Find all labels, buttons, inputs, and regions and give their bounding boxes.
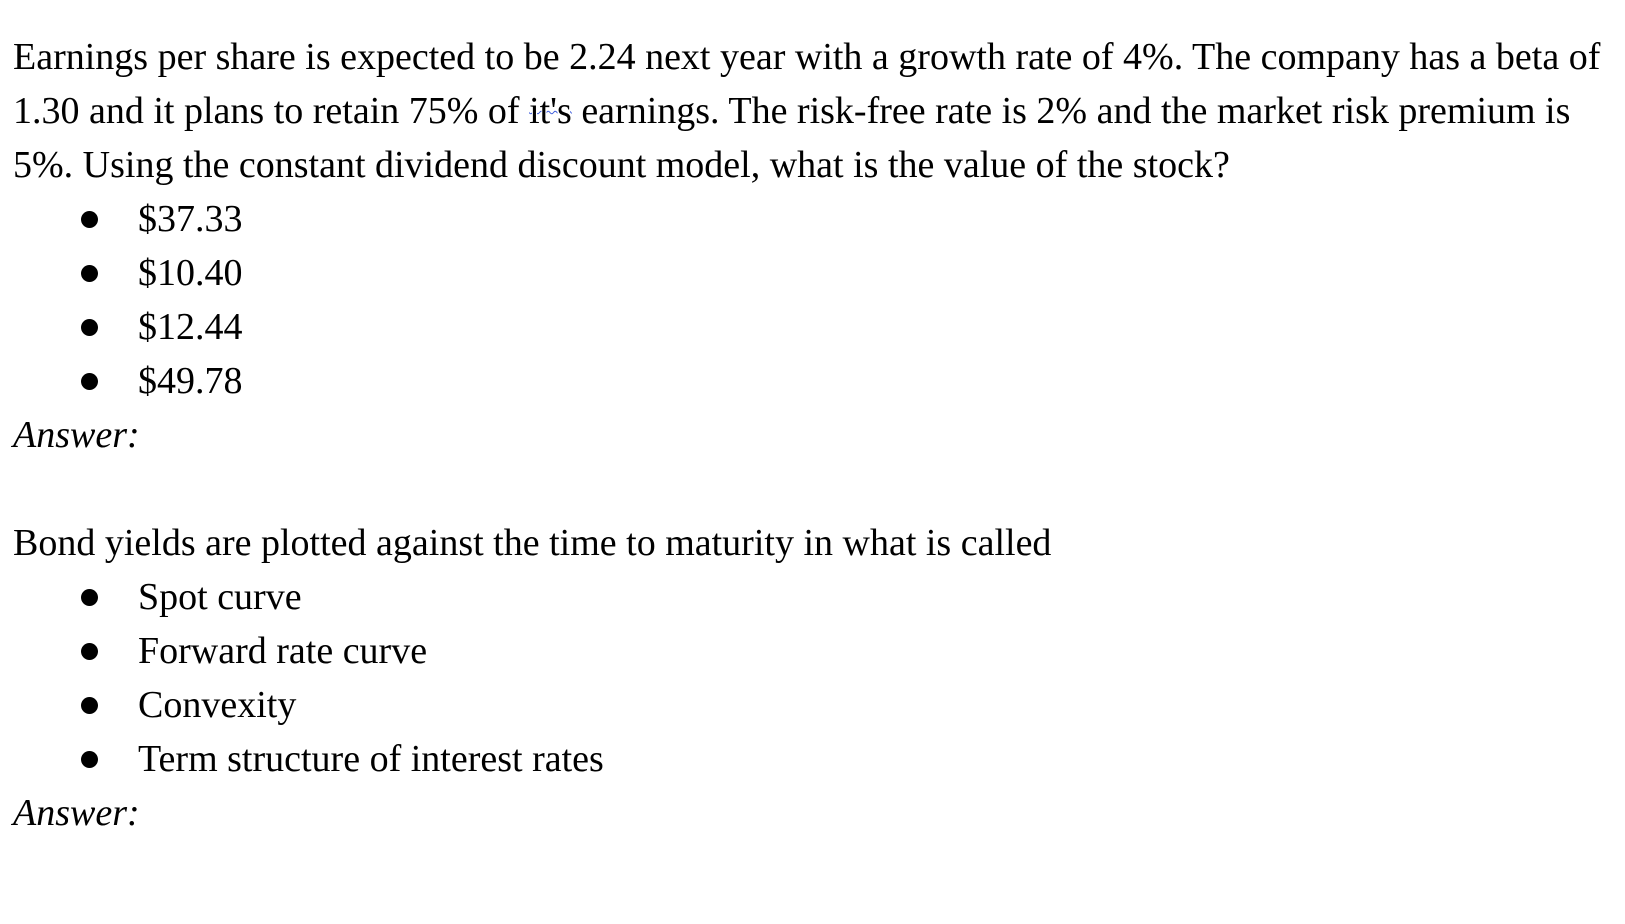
answer-label: Answer: [13, 792, 140, 834]
answer-label: Answer: [13, 414, 140, 456]
question-2 [13, 516, 1613, 840]
spellcheck-flagged-word[interactable]: it's [529, 90, 572, 132]
option-item [13, 192, 1613, 246]
bullet-icon [81, 211, 98, 228]
bullet-icon [81, 373, 98, 390]
option-label: Spot curve [138, 576, 302, 618]
bullet-icon [81, 697, 98, 714]
bullet-icon [81, 265, 98, 282]
bullet-icon [81, 319, 98, 336]
question-1-text [13, 30, 1611, 192]
document-body [13, 30, 1613, 840]
option-item [13, 732, 1613, 786]
question-1 [13, 30, 1613, 462]
bullet-icon [81, 643, 98, 660]
option-item [13, 678, 1613, 732]
option-item [13, 300, 1613, 354]
question-1-options [13, 192, 1613, 408]
option-label: Convexity [138, 684, 297, 726]
option-item [13, 246, 1613, 300]
option-label: $49.78 [138, 360, 243, 402]
option-item [13, 624, 1613, 678]
paragraph-spacer [13, 462, 1613, 516]
question-1-text-part-1: Earnings per share is expected to be 2.24 next year with a growth rate of 4%. The company has a beta of 1.30 and it plans to retain 75% of [13, 36, 1601, 132]
option-label: Term structure of interest rates [138, 738, 604, 780]
question-1-text-part-3: earnings. The risk-free rate is 2% and the market risk premium is 5%. Using the constant dividend discount model, what is the value of the stock? [13, 90, 1571, 186]
option-label: $10.40 [138, 252, 243, 294]
option-label: $37.33 [138, 198, 243, 240]
bullet-icon [81, 589, 98, 606]
question-2-text: Bond yields are plotted against the time to maturity in what is called [13, 522, 1052, 564]
bullet-icon [81, 751, 98, 768]
question-2-options [13, 570, 1613, 786]
option-item [13, 354, 1613, 408]
option-label: $12.44 [138, 306, 243, 348]
option-item [13, 570, 1613, 624]
option-label: Forward rate curve [138, 630, 428, 672]
